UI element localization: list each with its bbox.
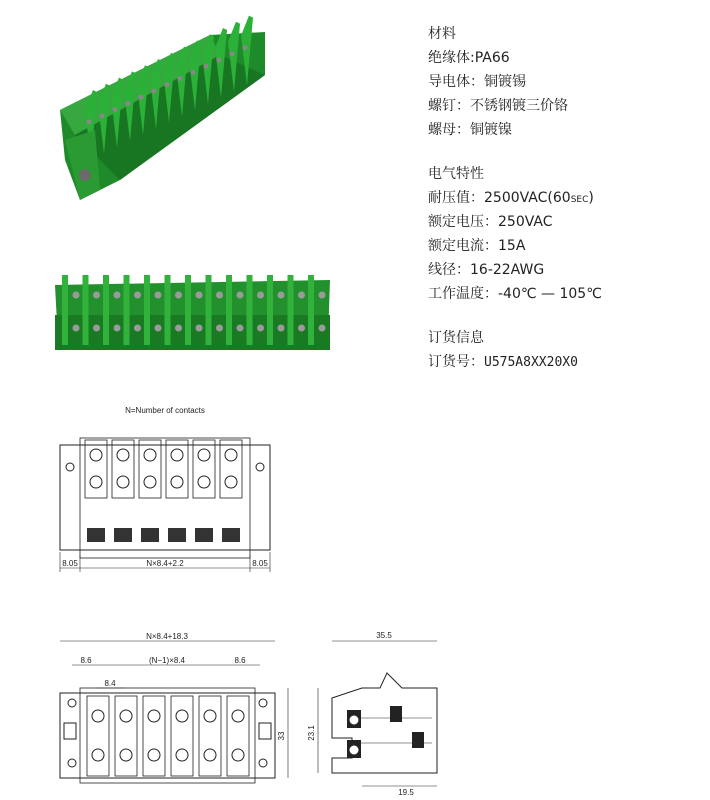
product-photo-angled <box>50 10 285 210</box>
electrical-heading: 电气特性 <box>428 166 484 182</box>
drawing-side-view <box>302 628 452 798</box>
order-number: 订货号：U575A8XX20X0 <box>428 354 578 370</box>
drawing-title: N=Number of contacts <box>125 406 205 415</box>
nut-spec: 螺母：铜镀镍 <box>428 122 512 138</box>
operating-temp-spec: 工作温度：-40℃ — 105℃ <box>428 286 602 302</box>
dim-edge-right: 8.6 <box>234 656 246 665</box>
product-photo-front <box>50 260 335 360</box>
dim-pitch: 8.4 <box>104 679 116 688</box>
withstand-voltage-spec: 耐压值：2500VAC(60SEC) <box>428 190 594 206</box>
dim-height: 33 <box>277 731 286 741</box>
dim-span: N×8.4+2.2 <box>146 559 184 568</box>
rated-voltage-spec: 额定电压：250VAC <box>428 214 553 230</box>
dim-right-margin: 8.05 <box>252 559 268 568</box>
dim-edge-left: 8.6 <box>80 656 92 665</box>
wire-gauge-spec: 线径：16-22AWG <box>428 262 545 278</box>
dim-base: 19.5 <box>398 788 414 797</box>
specifications <box>428 22 698 374</box>
drawing-top-view <box>50 400 280 585</box>
insulator-spec: 绝缘体:PA66 <box>428 50 510 66</box>
dim-left-margin: 8.05 <box>62 559 78 568</box>
materials-heading: 材料 <box>428 26 456 42</box>
order-heading: 订货信息 <box>428 330 484 346</box>
drawing-front-view <box>50 628 300 788</box>
dim-overall: N×8.4+18.3 <box>146 632 188 641</box>
rated-current-spec: 额定电流：15A <box>428 238 526 254</box>
dim-pitch-span: (N−1)×8.4 <box>148 656 186 665</box>
dim-depth: 35.5 <box>376 631 392 640</box>
screw-spec: 螺钉：不锈钢镀三价铬 <box>428 98 568 114</box>
dim-side-height: 23.1 <box>307 725 316 741</box>
conductor-spec: 导电体：铜镀锡 <box>428 74 526 90</box>
